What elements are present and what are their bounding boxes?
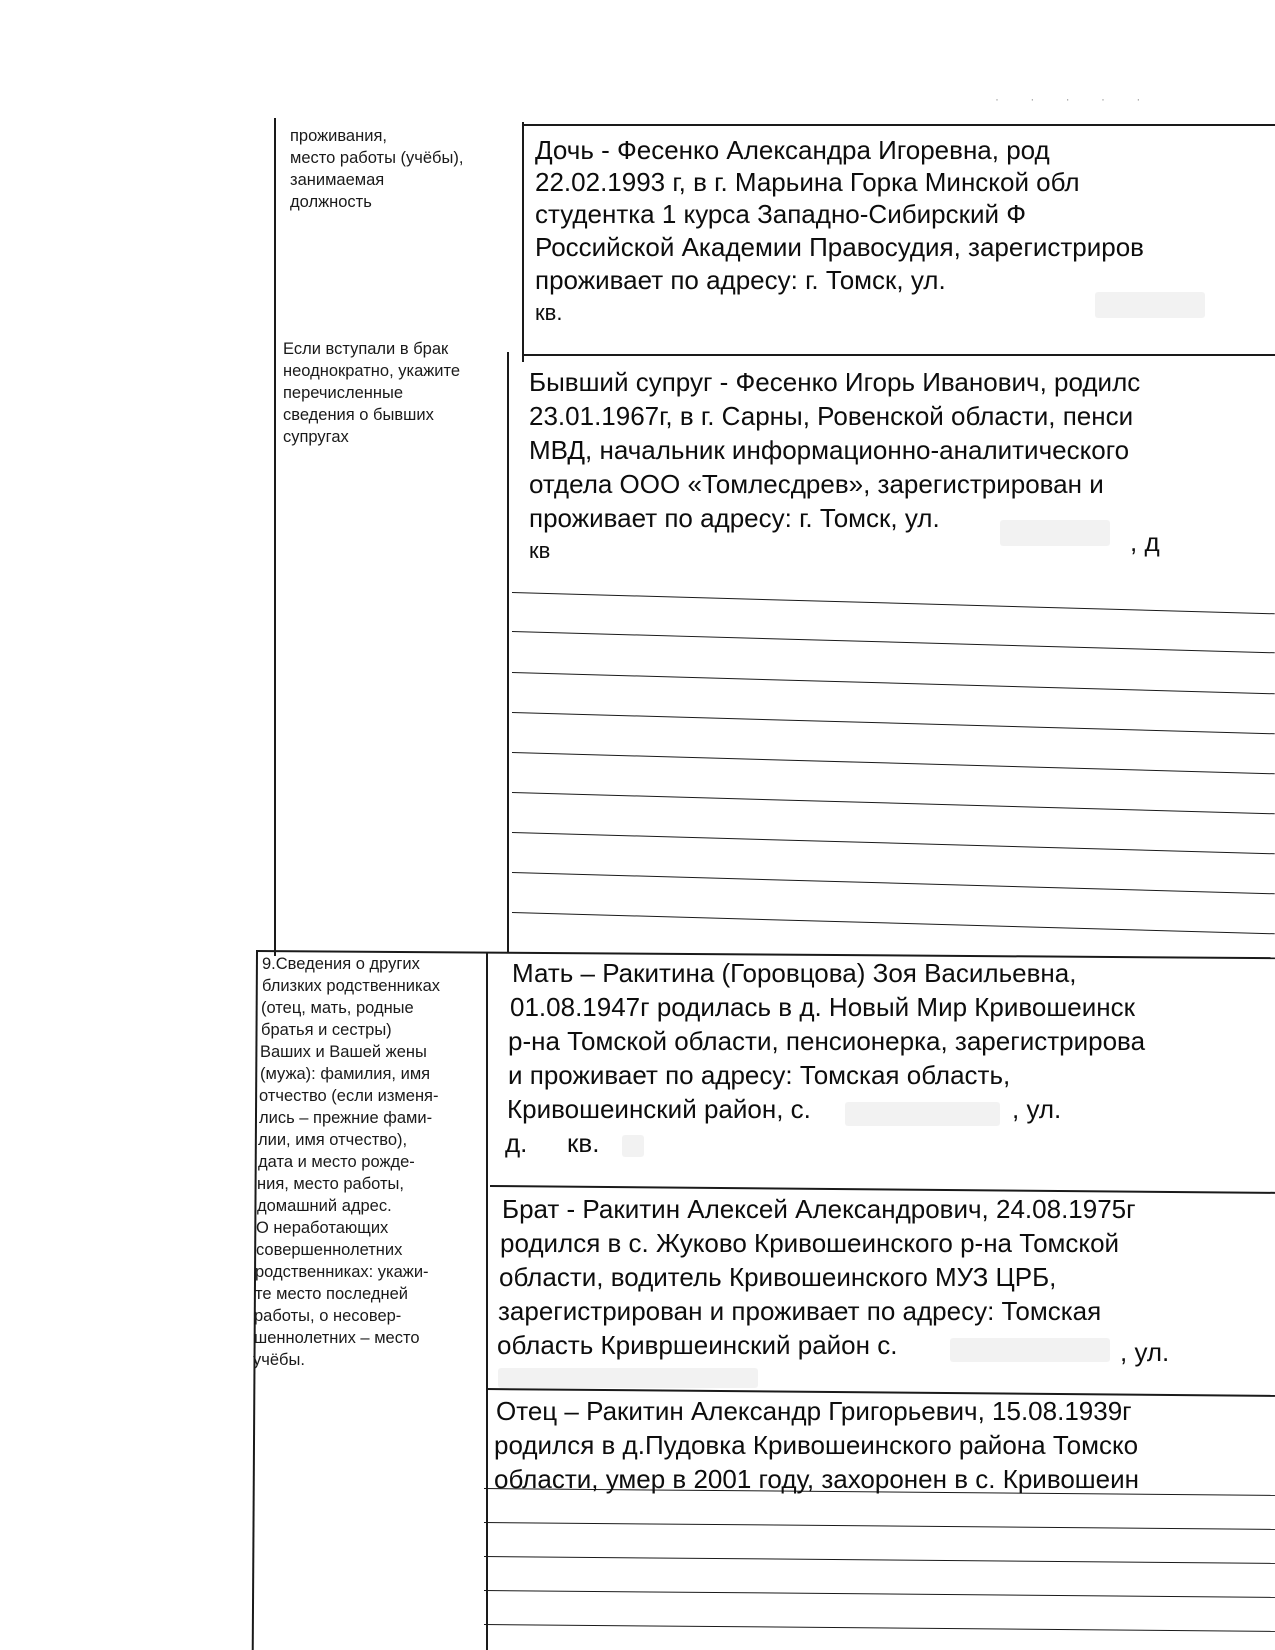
- section9-label-line: учёбы.: [253, 1351, 305, 1369]
- section9-label-line: Ваших и Вашей жены: [260, 1043, 427, 1061]
- daughter-line: проживает по адресу: г. Томск, ул.: [535, 265, 946, 295]
- former-spouse-note-line: супругах: [283, 428, 349, 446]
- brother-line: , ул.: [1120, 1337, 1170, 1367]
- blank-line: [512, 672, 1275, 694]
- section8-label-line: занимаемая: [290, 171, 385, 189]
- section9-label-line: работы, о несовер-: [254, 1307, 402, 1325]
- section9-label-line: шеннолетних – место: [254, 1329, 420, 1347]
- left-border-upper: [274, 118, 276, 956]
- blank-line: [484, 1556, 1275, 1564]
- brother-line: родился в с. Жуково Кривошеинского р-на Томской: [500, 1228, 1120, 1258]
- former-spouse-line: отдела ООО «Томлесдрев», зарегистрирован и: [529, 469, 1104, 499]
- brother-line: зарегистрирован и проживает по адресу: Томская: [498, 1296, 1102, 1326]
- section9-label-line: родственниках: укажи-: [255, 1263, 429, 1281]
- section9-label-line: близких родственниках: [262, 977, 441, 995]
- section9-label-line: братья и сестры): [261, 1021, 392, 1039]
- father-line: Отец – Ракитин Александр Григорьевич, 15.08.1939г: [496, 1396, 1132, 1426]
- blank-line: [512, 832, 1275, 854]
- mother-line: д.: [505, 1128, 528, 1158]
- former-spouse-note-line: сведения о бывших: [283, 406, 434, 424]
- section8-label-line: проживания,: [290, 127, 387, 145]
- mother-line: р-на Томской области, пенсионерка, зарегистрирова: [508, 1026, 1146, 1056]
- blank-line: [484, 1624, 1275, 1632]
- blank-line: [512, 631, 1275, 653]
- blank-line: [484, 1590, 1275, 1598]
- section9-label-line: ния, место работы,: [257, 1175, 404, 1193]
- redacted-address: [950, 1338, 1110, 1362]
- redacted-address: [498, 1368, 758, 1388]
- section9-label-line: О неработающих: [256, 1219, 389, 1237]
- redacted-address: [845, 1102, 1000, 1126]
- former-spouse-line: кв: [529, 538, 551, 563]
- blank-line: [512, 592, 1275, 614]
- scan-noise: · · · · ·: [995, 92, 1155, 106]
- top-rule: [522, 124, 1275, 126]
- daughter-line: 22.02.1993 г, в г. Марьина Горка Минской обл: [535, 167, 1080, 197]
- blank-line: [512, 792, 1275, 814]
- section9-label-line: (отец, мать, родные: [261, 999, 414, 1017]
- section9-label-line: совершеннолетних: [256, 1241, 403, 1259]
- mother-line: кв.: [567, 1128, 600, 1158]
- daughter-line: Российской Академии Правосудия, зарегистриров: [535, 232, 1144, 262]
- former-spouse-line: , д: [1130, 527, 1160, 557]
- daughter-line: студентка 1 курса Западно-Сибирский Ф: [535, 199, 1027, 229]
- section9-label-line: лии, имя отчество),: [258, 1131, 408, 1149]
- mother-line: и проживает по адресу: Томская область,: [508, 1060, 1011, 1090]
- former-spouse-line: 23.01.1967г, в г. Сарны, Ровенской области, пенси: [529, 401, 1134, 431]
- former-spouse-line: МВД, начальник информационно-аналитического: [529, 435, 1130, 465]
- blank-line: [512, 872, 1275, 894]
- blank-line: [512, 912, 1275, 934]
- former-spouse-line: проживает по адресу: г. Томск, ул.: [529, 503, 940, 533]
- former-spouse-note-line: перечисленные: [283, 384, 404, 402]
- brother-line: области, водитель Кривошеинского МУЗ ЦРБ,: [499, 1262, 1057, 1292]
- mother-line: Кривошеинский район, с.: [507, 1094, 811, 1124]
- daughter-line: кв.: [535, 300, 563, 325]
- section8-label-line: место работы (учёбы),: [290, 149, 464, 167]
- redacted-address: [622, 1135, 644, 1157]
- father-line: родился в д.Пудовка Кривошеинского района Томско: [494, 1430, 1139, 1460]
- blank-line: [512, 712, 1275, 734]
- mother-line: 01.08.1947г родилась в д. Новый Мир Кривошеинск: [510, 992, 1135, 1022]
- column-divider-middle: [507, 352, 509, 952]
- mother-line: , ул.: [1012, 1094, 1062, 1124]
- section9-label-line: домашний адрес.: [257, 1197, 392, 1215]
- column-divider-upper: [522, 122, 524, 362]
- section9-label-line: лись – прежние фами-: [259, 1109, 433, 1127]
- section9-label-line: отчество (если изменя-: [259, 1087, 439, 1105]
- mother-line: Мать – Ракитина (Горовцова) Зоя Васильевна,: [512, 958, 1077, 988]
- section9-label-line: (мужа): фамилия, имя: [260, 1065, 431, 1083]
- redacted-address: [1095, 292, 1205, 318]
- section9-label-line: 9.Сведения о других: [262, 955, 420, 973]
- daughter-line: Дочь - Фесенко Александра Игоревна, род: [535, 135, 1050, 165]
- column-divider-lower: [486, 952, 488, 1650]
- blank-line: [512, 752, 1275, 774]
- former-spouse-line: Бывший супруг - Фесенко Игорь Иванович, родилс: [529, 367, 1141, 397]
- father-line: области, умер в 2001 году, захоронен в с. Кривошеин: [494, 1464, 1139, 1494]
- section8-label-line: должность: [290, 193, 372, 211]
- daughter-rule: [524, 354, 1275, 356]
- section9-label-line: те место последней: [255, 1285, 408, 1303]
- blank-line: [484, 1522, 1275, 1530]
- brother-line: область Кривршеинский район с.: [497, 1330, 898, 1360]
- former-spouse-note-line: Если вступали в брак: [283, 340, 449, 358]
- brother-line: Брат - Ракитин Алексей Александрович, 24.08.1975г: [502, 1194, 1136, 1224]
- former-spouse-note-line: неоднократно, укажите: [283, 362, 461, 380]
- section9-label-line: дата и место рожде-: [258, 1153, 415, 1171]
- redacted-address: [1000, 520, 1110, 546]
